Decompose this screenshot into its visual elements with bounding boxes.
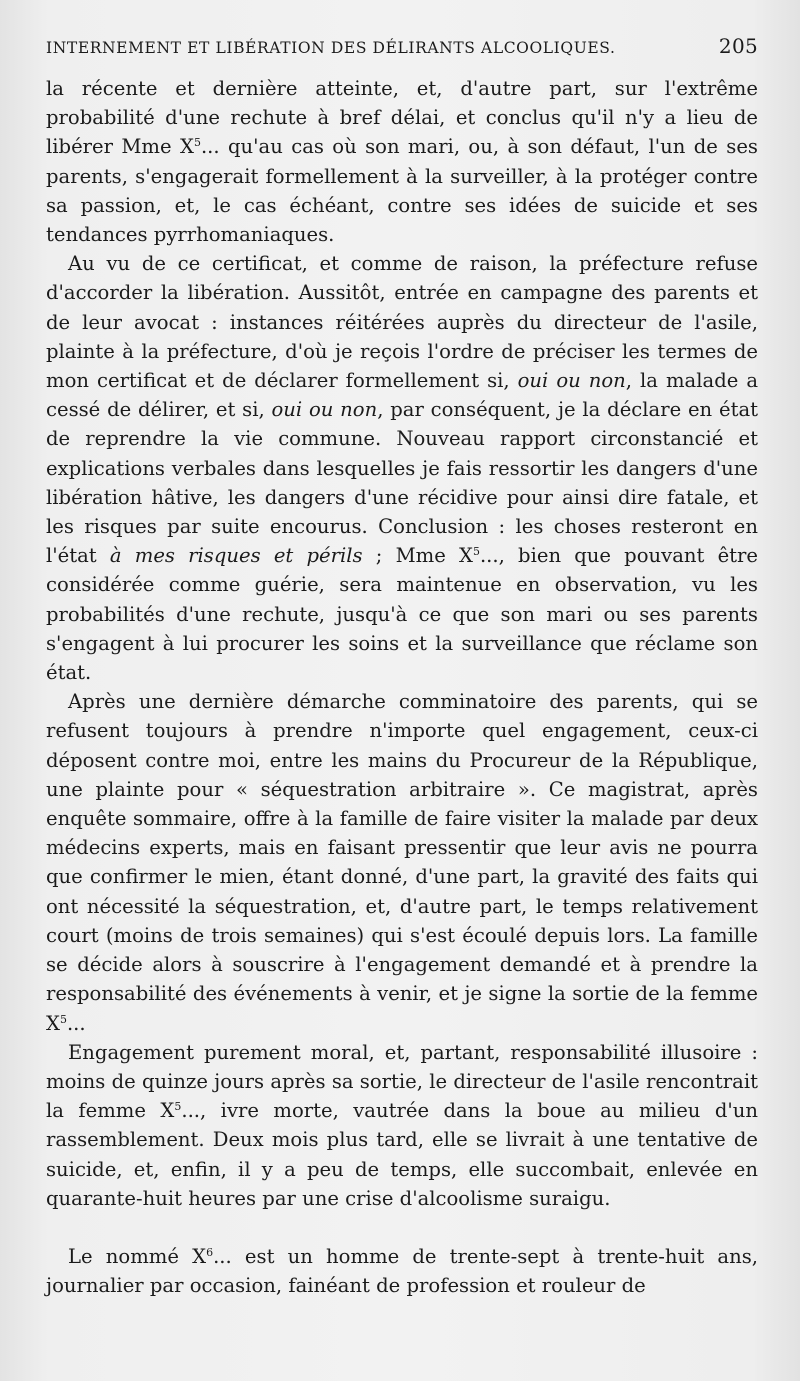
running-head bbox=[46, 34, 758, 74]
text-segment: Le nommé X bbox=[68, 1244, 207, 1268]
paragraph-p5 bbox=[46, 1242, 758, 1300]
text-segment: Après une dernière démarche comminatoire des parents, qui se refusent toujours à prendre n'importe quel engagement, ceux-ci déposent contre moi, entre les mains du Procureur de la République, une plainte pour « séquestration arbitraire ». Ce magistrat, après enquête sommaire, offre à la famille de faire visiter la malade par deux médecins experts, mais en faisant pressentir que leur avis ne pourra que confirmer le mien, étant donné, d'une part, la gravité des faits qui ont nécessité la séquestration, et, d'autre part, le temps relativement court (moins de trois semaines) qui s'est écoulé depuis lors. La famille se décide alors à souscrire à l'engagement demandé et à prendre la responsabilité des événements à venir, et je signe la sortie de la femme X bbox=[46, 690, 758, 1035]
paragraph-p2 bbox=[46, 249, 758, 687]
text-segment: ... qu'au cas où son mari, ou, à son défaut, l'un de ses parents, s'engagerait formellement à la surveiller, à la protéger contre sa passion, et, le cas échéant, contre ses idées de suicide et ses tendances pyrrhomaniaques. bbox=[46, 135, 758, 247]
superscript-index: 5 bbox=[472, 545, 480, 559]
text-segment: , la malade a cessé de délirer, et si, bbox=[46, 369, 759, 422]
text-segment: , par conséquent, je la déclare en état de reprendre la vie commune. Nouveau rapport circonstancié et explications verbales dans lesquelles je fais ressortir les dangers d'une libération hâtive, les dangers d'une récidive pour ainsi dire fatale, et les risques par suite encourus. Conclusion : les choses resteront en l'état bbox=[46, 398, 758, 568]
text-segment: ..., ivre morte, vautrée dans la boue au milieu d'un rassemblement. Deux mois plus tard, elle se livrait à une tentative de suicide, et, enfin, il y a peu de temps, elle succombait, enlevée en quarante-huit heures par une crise d'alcoolisme suraigu. bbox=[46, 1099, 758, 1210]
italic-text: à mes risques et périls bbox=[109, 544, 363, 568]
text-segment: ... est un homme de trente-sept à trente-huit ans, journalier par occasion, fainéant de profession et rouleur de bbox=[46, 1244, 759, 1298]
text-segment: la récente et dernière atteinte, et, d'autre part, sur l'extrême probabilité d'une rechute à bref délai, et conclus qu'il n'y a lieu de libérer Mme X bbox=[46, 77, 758, 159]
body-text bbox=[46, 74, 758, 1300]
paragraph-p3 bbox=[46, 687, 758, 1037]
text-segment: ..., bien que pouvant être considérée comme guérie, sera maintenue en observation, vu les probabilités d'une rechute, jusqu'à ce que son mari ou ses parents s'engagent à lui procurer les soins et la surveillance que réclame son état. bbox=[46, 544, 759, 685]
paragraph-p1 bbox=[46, 74, 758, 249]
running-head-title: INTERNEMENT ET LIBÉRATION DES DÉLIRANTS ALCOOLIQUES. bbox=[46, 39, 616, 57]
italic-text: oui ou non bbox=[517, 369, 626, 393]
paragraph-p4 bbox=[46, 1038, 758, 1213]
text-segment: ; Mme X bbox=[362, 544, 473, 568]
text-segment: Engagement purement moral, et, partant, responsabilité illusoire : moins de quinze jours après sa sortie, le directeur de l'asile rencontrait la femme X bbox=[46, 1040, 758, 1123]
italic-text: oui ou non bbox=[271, 398, 378, 422]
superscript-index: 5 bbox=[193, 136, 201, 150]
superscript-index: 5 bbox=[59, 1012, 67, 1026]
page-number: 205 bbox=[718, 34, 758, 58]
superscript-index: 5 bbox=[174, 1100, 182, 1114]
text-segment: ... bbox=[66, 1011, 86, 1035]
superscript-index: 6 bbox=[206, 1245, 214, 1259]
text-segment: Au vu de ce certificat, et comme de raison, la préfecture refuse d'accorder la libération. Aussitôt, entrée en campagne des parents et de leur avocat : instances réitérées auprès du directeur de l'asile, plainte à la préfecture, d'où je reçois l'ordre de préciser les termes de mon certificat et de déclarer formellement si, bbox=[46, 252, 758, 393]
